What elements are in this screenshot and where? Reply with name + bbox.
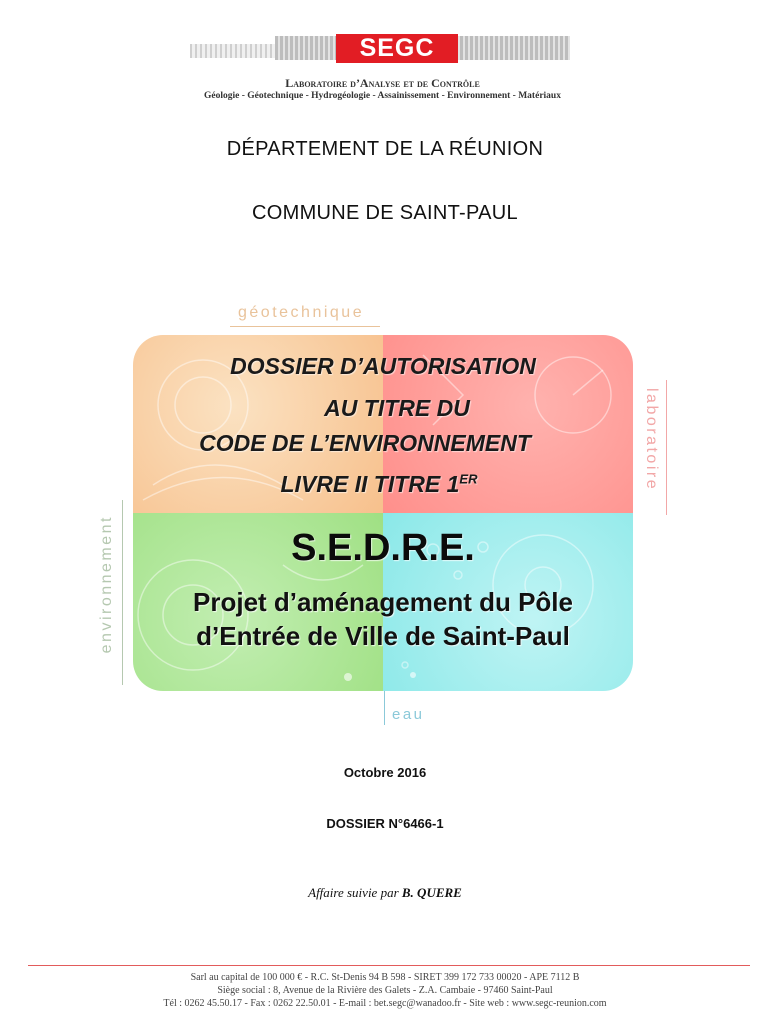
company-logo bbox=[190, 30, 575, 110]
divider-eau bbox=[384, 690, 385, 725]
footer-legal: Sarl au capital de 100 000 € - R.C. St-Denis 94 B 598 - SIRET 399 172 733 00020 - APE 7112 B bbox=[190, 972, 580, 983]
divider-geotechnique bbox=[230, 326, 380, 327]
footer-address: Siège social : 8, Avenue de la Rivière des Galets - Z.A. Cambaie - 97460 Saint-Paul bbox=[217, 985, 553, 996]
commune-heading: COMMUNE DE SAINT-PAUL bbox=[252, 202, 518, 224]
project-title-line-1: Projet d’aménagement du Pôle bbox=[193, 587, 573, 617]
department-heading: DÉPARTEMENT DE LA RÉUNION bbox=[226, 138, 544, 160]
label-eau: eau bbox=[392, 706, 425, 723]
affaire-line bbox=[0, 885, 770, 901]
cover-panel bbox=[133, 335, 633, 691]
acronym-title: S.E.D.R.E. bbox=[291, 527, 475, 569]
label-laboratoire: laboratoire bbox=[643, 388, 660, 492]
document-date: Octobre 2016 bbox=[343, 765, 427, 780]
title-line-2 bbox=[147, 395, 633, 422]
divider-laboratoire bbox=[666, 380, 667, 515]
title-line-4-superscript: ER bbox=[459, 471, 478, 487]
footer-divider bbox=[28, 965, 750, 966]
label-environnement: environnement bbox=[98, 515, 115, 654]
project-title-line-2: d’Entrée de Ville de Saint-Paul bbox=[196, 621, 570, 651]
title-line-3-text: CODE DE L’ENVIRONNEMENT bbox=[199, 430, 531, 456]
divider-environnement bbox=[122, 500, 123, 685]
title-line-4 bbox=[133, 471, 629, 498]
title-line-1-text: DOSSIER D’AUTORISATION bbox=[230, 353, 536, 379]
affaire-person: B. QUERE bbox=[401, 885, 462, 900]
title-line-2-text: AU TITRE DU bbox=[324, 395, 470, 421]
lab-specialties: Géologie - Géotechnique - Hydrogéologie - Assainissement - Environnement - Matériaux bbox=[204, 91, 561, 101]
logo-wordmark: SEGC bbox=[336, 34, 458, 63]
affaire-prefix: Affaire suivie par bbox=[308, 885, 399, 900]
title-line-4-text: LIVRE II TITRE 1 bbox=[280, 471, 460, 497]
title-line-1 bbox=[133, 353, 633, 380]
title-line-3 bbox=[133, 430, 615, 457]
label-geotechnique: géotechnique bbox=[238, 304, 365, 321]
lab-name: Laboratoire d’Analyse et de Contrôle bbox=[285, 76, 480, 90]
dossier-number: DOSSIER N°6466-1 bbox=[326, 816, 444, 831]
footer-contact: Tél : 0262 45.50.17 - Fax : 0262 22.50.01 - E-mail : bet.segc@wanadoo.fr - Site web : www.segc-reunion.com bbox=[163, 998, 607, 1009]
sparkle-icon bbox=[344, 673, 352, 681]
